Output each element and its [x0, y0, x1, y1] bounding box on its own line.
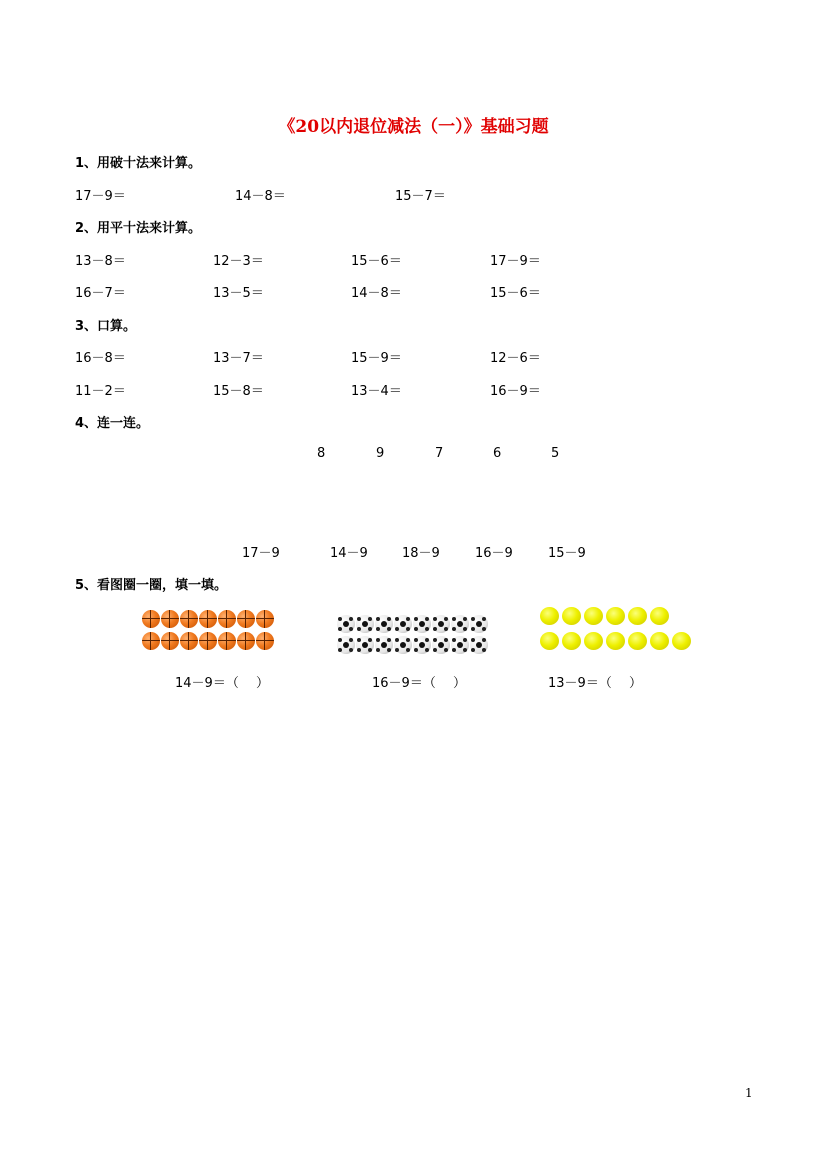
soccer-ball-row-2	[337, 636, 488, 654]
match-answer-2: 9	[376, 446, 385, 461]
s3-r1-expr-4: 12－6＝	[490, 351, 541, 366]
soccer-ball-icon	[356, 615, 374, 633]
soccer-ball-row-1	[337, 615, 488, 633]
tennis-ball-icon	[650, 607, 669, 625]
s3-r2-expr-2: 15－8＝	[213, 384, 264, 399]
basketball-icon	[180, 610, 198, 628]
s2-r2-expr-3: 14－8＝	[351, 286, 402, 301]
s5-expr-1: 14－9＝（ ）	[175, 676, 269, 691]
s2-r1-expr-4: 17－9＝	[490, 254, 541, 269]
s2-r2-expr-2: 13－5＝	[213, 286, 264, 301]
soccer-ball-icon	[451, 615, 469, 633]
tennis-ball-icon	[584, 607, 603, 625]
tennis-ball-icon	[584, 632, 603, 650]
s5-expr-3: 13－9＝（ ）	[548, 676, 642, 691]
soccer-ball-icon	[356, 636, 374, 654]
match-answer-4: 6	[493, 446, 502, 461]
section-3-heading: 3、口算。	[75, 319, 137, 334]
tennis-ball-icon	[650, 632, 669, 650]
s2-r1-expr-3: 15－6＝	[351, 254, 402, 269]
soccer-ball-icon	[394, 636, 412, 654]
page-number: 1	[745, 1086, 753, 1100]
basketball-row-2	[142, 632, 274, 650]
tennis-ball-icon	[562, 632, 581, 650]
s3-r1-expr-3: 15－9＝	[351, 351, 402, 366]
s2-r2-expr-4: 15－6＝	[490, 286, 541, 301]
soccer-ball-icon	[375, 636, 393, 654]
soccer-ball-icon	[375, 615, 393, 633]
basketball-icon	[237, 632, 255, 650]
tennis-ball-row-2	[540, 632, 691, 650]
soccer-ball-icon	[413, 615, 431, 633]
s2-r1-expr-1: 13－8＝	[75, 254, 126, 269]
basketball-icon	[256, 632, 274, 650]
match-problem-3: 18－9	[402, 546, 440, 561]
basketball-icon	[237, 610, 255, 628]
s1-expr-2: 14－8＝	[235, 189, 286, 204]
section-2-heading: 2、用平十法来计算。	[75, 221, 202, 236]
basketball-icon	[161, 610, 179, 628]
basketball-icon	[199, 632, 217, 650]
soccer-ball-icon	[470, 636, 488, 654]
page-title: 《20以内退位减法（一）》基础习题	[278, 117, 549, 137]
match-answer-5: 5	[551, 446, 560, 461]
s3-r2-expr-1: 11－2＝	[75, 384, 126, 399]
section-1-heading: 1、用破十法来计算。	[75, 156, 202, 171]
match-problem-2: 14－9	[330, 546, 368, 561]
tennis-ball-icon	[628, 607, 647, 625]
tennis-ball-icon	[606, 632, 625, 650]
basketball-icon	[161, 632, 179, 650]
basketball-icon	[199, 610, 217, 628]
s3-r1-expr-1: 16－8＝	[75, 351, 126, 366]
soccer-ball-icon	[337, 615, 355, 633]
soccer-ball-icon	[337, 636, 355, 654]
basketball-icon	[256, 610, 274, 628]
s5-expr-2: 16－9＝（ ）	[372, 676, 466, 691]
s3-r1-expr-2: 13－7＝	[213, 351, 264, 366]
s3-r2-expr-3: 13－4＝	[351, 384, 402, 399]
tennis-ball-row-1	[540, 607, 669, 625]
match-problem-4: 16－9	[475, 546, 513, 561]
s2-r2-expr-1: 16－7＝	[75, 286, 126, 301]
soccer-ball-icon	[470, 615, 488, 633]
soccer-ball-icon	[432, 636, 450, 654]
tennis-ball-icon	[540, 632, 559, 650]
tennis-ball-icon	[628, 632, 647, 650]
soccer-ball-icon	[394, 615, 412, 633]
tennis-ball-icon	[606, 607, 625, 625]
s3-r2-expr-4: 16－9＝	[490, 384, 541, 399]
soccer-ball-icon	[413, 636, 431, 654]
basketball-icon	[142, 632, 160, 650]
match-problem-1: 17－9	[242, 546, 280, 561]
basketball-icon	[218, 632, 236, 650]
basketball-icon	[218, 610, 236, 628]
section-5-heading: 5、看图圈一圈，填一填。	[75, 578, 228, 593]
soccer-ball-icon	[451, 636, 469, 654]
s2-r1-expr-2: 12－3＝	[213, 254, 264, 269]
match-problem-5: 15－9	[548, 546, 586, 561]
soccer-ball-icon	[432, 615, 450, 633]
basketball-icon	[142, 610, 160, 628]
tennis-ball-icon	[562, 607, 581, 625]
s1-expr-3: 15－7＝	[395, 189, 446, 204]
basketball-row-1	[142, 610, 274, 628]
tennis-ball-icon	[672, 632, 691, 650]
basketball-icon	[180, 632, 198, 650]
match-answer-1: 8	[317, 446, 326, 461]
tennis-ball-icon	[540, 607, 559, 625]
s1-expr-1: 17－9＝	[75, 189, 126, 204]
match-answer-3: 7	[435, 446, 444, 461]
section-4-heading: 4、连一连。	[75, 416, 150, 431]
